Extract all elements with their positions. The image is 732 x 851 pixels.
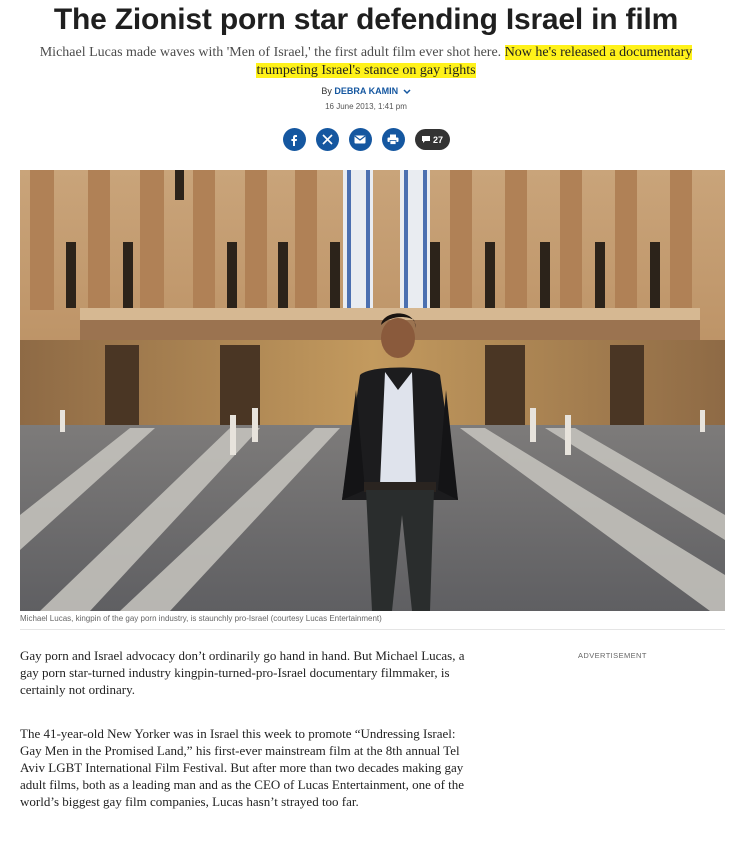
email-icon[interactable] bbox=[349, 128, 372, 151]
share-bar bbox=[0, 128, 732, 151]
article-headline: The Zionist porn star defending Israel in film bbox=[53, 3, 679, 36]
print-icon[interactable] bbox=[382, 128, 405, 151]
hero-image bbox=[20, 170, 725, 611]
chevron-down-icon[interactable] bbox=[403, 87, 411, 97]
publish-date: 16 June 2013, 1:41 pm bbox=[325, 102, 407, 111]
image-caption: Michael Lucas, kingpin of the gay porn industry, is staunchly pro-Israel (courtesy Lucas Entertainment) bbox=[20, 614, 725, 630]
article-subhead bbox=[14, 44, 718, 80]
author-link[interactable]: DEBRA KAMIN bbox=[334, 86, 399, 96]
byline-prefix: By bbox=[321, 86, 332, 96]
subhead-highlight: Now he's released a documentary trumpeting Israel's stance on gay rights bbox=[256, 45, 693, 78]
advertisement-label: ADVERTISEMENT bbox=[578, 651, 647, 660]
facebook-icon[interactable] bbox=[283, 128, 306, 151]
byline bbox=[0, 86, 732, 97]
article-paragraph: Gay porn and Israel advocacy don’t ordinarily go hand in hand. But Michael Lucas, a gay porn star-turned industry kingpin-turned-pro-Israel documentary filmmaker, is certainly not ordinary. bbox=[20, 648, 465, 697]
comment-count: 27 bbox=[432, 134, 443, 145]
x-icon[interactable] bbox=[316, 128, 339, 151]
article-paragraph: The 41-year-old New Yorker was in Israel this week to promote “Undressing Israel: Gay Men in the Promised Land,” his first-ever mainstream film at the 8th annual Tel Aviv LGBT International Film Festival. But after more than two decades making gay adult films, both as a leading man and as the CEO of Lucas Entertainment, one of the world’s biggest gay film companies, Lucas hasn’t strayed too far. bbox=[20, 726, 465, 809]
comment-icon bbox=[421, 135, 431, 144]
comments-button[interactable] bbox=[415, 129, 450, 150]
subhead-text: Michael Lucas made waves with 'Men of Israel,' the first adult film ever shot here. bbox=[39, 45, 505, 60]
